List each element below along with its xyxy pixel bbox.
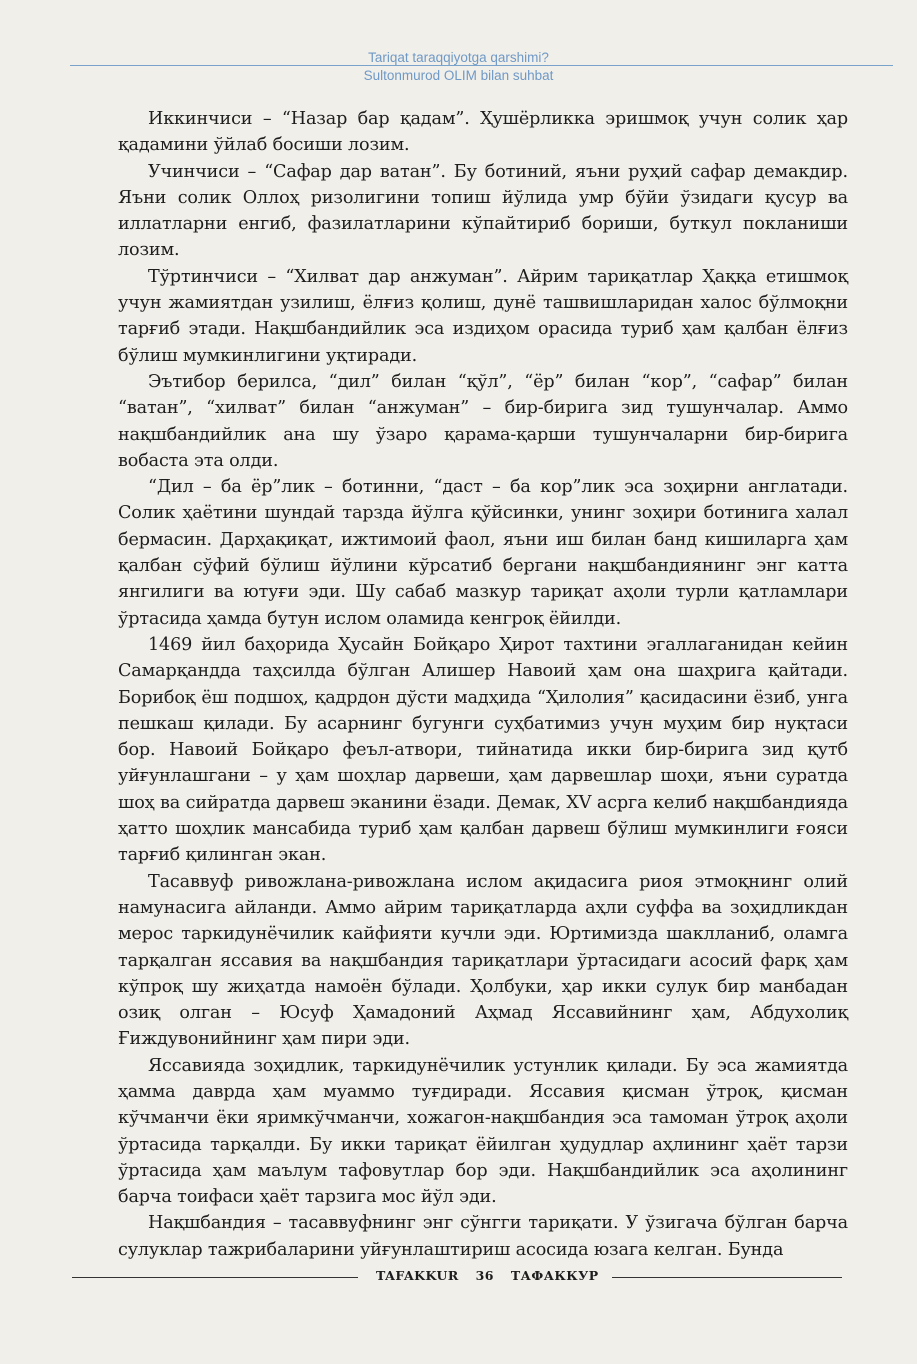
paragraph: “Дил – ба ёр”лик – ботинни, “даст – ба кор”лик эса зоҳирни англатади. Солик ҳаётини шундай тарзда йўлга қўйсинки, унинг зоҳири ботинига халал бермасин. Дарҳақиқат, ижтимоий фаол, яъни иш билан банд кишиларга ҳам қалбан сўфий бўлиш йўлини кўрсатиб бергани нақшбандиянинг энг катта янгилиги ва ютуғи эди. Шу сабаб мазкур тариқат аҳоли турли қатламлари ўртасида ҳамда бутун ислом оламида кенгроқ ёйилди. [118,477,848,629]
page-number: 36 [475,1268,494,1283]
article-body [118,106,848,1263]
paragraph: Нақшбандия – тасаввуфнинг энг сўнгги тариқати. У ўзигача бўлган барча сулуклар тажрибаларини уйғунлаштириш асосида юзага келган. Бунда [118,1213,848,1260]
paragraph: Иккинчиси – “Назар бар қадам”. Ҳушёрликка эришмоқ учун солик ҳар қадамини ўйлаб босиши лозим. [118,109,848,156]
footer-rule-left [72,1277,358,1278]
footer-magazine-latin: TAFAKKUR [376,1268,459,1283]
running-head-subtitle: Sultonmurod OLIM bilan suhbat [363,68,554,83]
footer-magazine-cyrillic: ТАФАККУР [510,1268,599,1283]
paragraph: Эътибор берилса, “дил” билан “қўл”, “ёр” билан “кор”, “сафар” билан “ватан”, “хилват” билан “анжуман” – бир-бирига зид тушунчалар. Аммо нақшбандийлик ана шу ўзаро қарама-қарши тушунчаларни бир-бирига вобаста эта олди. [118,371,848,471]
running-head-title: Tariqat taraqqiyotga qarshimi? [368,50,549,65]
running-head-rule [70,65,893,66]
paragraph: Тўртинчиси – “Хилват дар анжуман”. Айрим тариқатлар Ҳаққа етишмоқ учун жамиятдан узилиш, ёлғиз қолиш, дунё ташвишларидан халос бўлмоқни тарғиб этади. Нақшбандийлик эса издиҳом орасида туриб ҳам қалбан ёлғиз бўлиш мумкинлигини уқтиради. [118,266,848,366]
running-head [0,50,917,84]
paragraph: Яссавияда зоҳидлик, таркидунёчилик устунлик қилади. Бу эса жамиятда ҳамма даврда ҳам муаммо туғдиради. Яссавия қисман ўтроқ, қисман кўчманчи ёки яримкўчманчи, хожагон-нақшбандия эса тамоман ўтроқ аҳоли ўртасида тарқалди. Бу икки тариқат ёйилган ҳудудлар аҳлининг ҳаёт тарзи ўртасида ҳам маълум тафовутлар бор эди. Нақшбандийлик эса аҳолининг барча тоифаси ҳаёт тарзига мос йўл эди. [118,1055,848,1208]
footer-label [370,1268,602,1283]
footer-rule-right [612,1277,842,1278]
page-footer [0,1268,917,1288]
paragraph: Учинчиси – “Сафар дар ватан”. Бу ботиний, яъни руҳий сафар демакдир. Яъни солик Оллоҳ ризолигини топиш йўлида умр бўйи ўзидаги қусур ва иллатларни енгиб, фазилатларини кўпайтириб бориши, буткул покланиши лозим. [118,161,848,261]
paragraph: 1469 йил баҳорида Ҳусайн Бойқаро Ҳирот тахтини эгаллаганидан кейин Самарқандда таҳсилда бўлган Алишер Навоий ҳам она шаҳрига қайтади. Борибоқ ёш подшоҳ, қадрдон дўсти мадҳида “Ҳилолия” қасидасини ёзиб, унга пешкаш қилади. Бу асарнинг бугунги суҳбатимиз учун муҳим бир нуқтаси бор. Навоий Бойқаро феъл-атвори, тийнатида икки бир-бирига зид қутб уйғунлашгани – у ҳам шоҳлар дарвеши, ҳам дарвешлар шоҳи, яъни суратда шоҳ ва сийратда дарвеш эканини ёзади. Демак, XV асрга келиб нақшбандияда ҳатто шоҳлик мансабида туриб ҳам қалбан дарвеш бўлиш мумкинлиги ғояси тарғиб қилинган экан. [118,634,848,866]
paragraph: Тасаввуф ривожлана-ривожлана ислом ақидасига риоя этмоқнинг олий намунасига айланди. Аммо айрим тариқатларда аҳли суффа ва зоҳидликдан мерос таркидунёчилик кайфияти кучли эди. Юртимизда шаклланиб, оламга тарқалган яссавия ва нақшбандия тариқатлари ўртасидаги асосий фарқ ҳам кўпроқ шу жиҳатда намоён бўлади. Ҳолбуки, ҳар икки сулук бир манбадан озиқ олган – Юсуф Ҳамадоний Аҳмад Яссавийнинг ҳам, Абдухолиқ Ғиждувонийнинг ҳам пири эди. [118,871,848,1050]
